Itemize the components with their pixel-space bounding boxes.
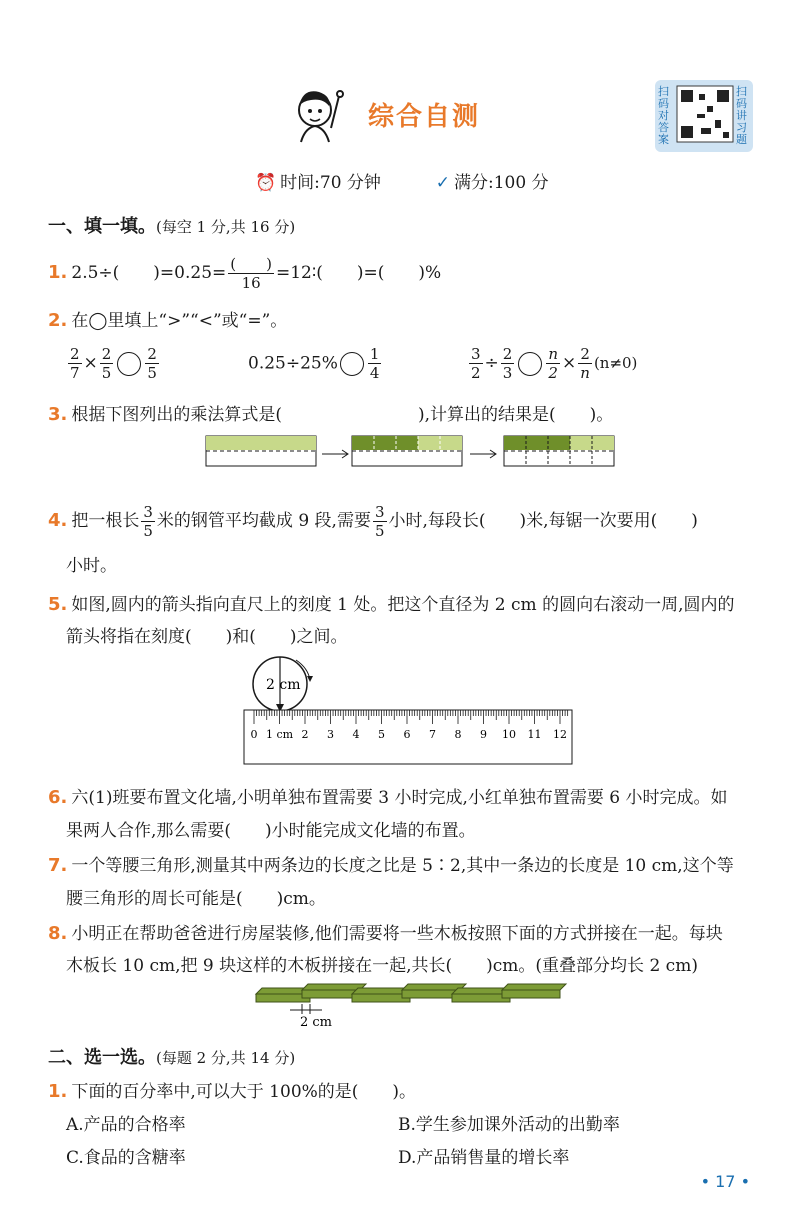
ruler-tick-label: 3 xyxy=(327,728,334,741)
ruler-tick-label: 8 xyxy=(454,728,462,741)
question-6-line-2: 果两人合作,那么需要( )小时能完成文化墙的布置。 xyxy=(66,821,476,841)
option-c[interactable]: C.食品的含糖率 xyxy=(66,1148,186,1168)
wood-boards-figure xyxy=(250,980,570,1030)
page-title: 综合自测 xyxy=(368,102,481,132)
clock-icon: ⏰ xyxy=(255,173,277,193)
question-7-line-2: 腰三角形的周长可能是( )cm。 xyxy=(66,889,326,909)
qr-left-caption: 扫码对答案 xyxy=(658,85,669,146)
choice-question-1: 1. 下面的百分率中,可以大于 100%的是( )。 xyxy=(48,1081,417,1102)
dot-icon: • xyxy=(700,1172,711,1191)
question-7-line-1: 7. 一个等腰三角形,测量其中两条边的长度之比是 5∶2,其中一条边的长度是 10 cm,这个等 xyxy=(48,855,734,876)
qr-code-panel xyxy=(655,80,753,152)
bar-3-fill xyxy=(504,436,570,450)
wood-board xyxy=(352,994,410,1002)
dot-icon: • xyxy=(740,1172,750,1191)
ruler-tick-label: 6 xyxy=(403,728,411,741)
ruler-tick-label: 10 xyxy=(502,728,516,741)
exam-meta xyxy=(255,168,553,193)
arrow-icon xyxy=(470,450,496,458)
option-d[interactable]: D.产品销售量的增长率 xyxy=(398,1148,570,1168)
ruler-tick-label: 12 xyxy=(553,728,567,741)
ruler-tick-label: 7 xyxy=(429,728,436,741)
bar-1-fill xyxy=(206,436,316,450)
question-2: 2. 在◯里填上“>”“<”或“=”。 xyxy=(48,310,288,331)
ruler-tick-label: 1 cm xyxy=(265,728,294,741)
ruler-tick-label: 4 xyxy=(352,728,360,741)
question-4: 4. 把一根长 $\frac{3}{5}$ 米的钢管平均截成 9 段,需要 $\frac{3}{5}$ 小时,每段长( )米,每锯一次要用( ) xyxy=(48,503,698,540)
option-b[interactable]: B.学生参加课外活动的出勤率 xyxy=(398,1115,620,1135)
ruler-tick-label: 5 xyxy=(378,728,385,741)
compare-expr-3: $\frac{3}{2}$ ÷ $\frac{2}{3}$ $\frac{n}{2}$ × $\frac{2}{n}$ (n≠0) xyxy=(471,345,638,382)
arrow-icon xyxy=(322,450,348,458)
ruler-circle-figure xyxy=(236,652,580,770)
wood-board xyxy=(502,990,560,998)
question-3: 3. 根据下图列出的乘法算式是( ),计算出的结果是( )。 xyxy=(48,404,614,425)
question-8-line-2: 木板长 10 cm,把 9 块这样的木板拼接在一起,共长( )cm。(重叠部分均长 2 cm) xyxy=(66,956,698,976)
answer-circle[interactable] xyxy=(518,352,542,376)
page-number: • 17 • xyxy=(700,1172,750,1191)
option-a[interactable]: A.产品的合格率 xyxy=(66,1115,186,1135)
question-8-line-1: 8. 小明正在帮助爸爸进行房屋装修,他们需要将一些木板按照下面的方式拼接在一起。每块 xyxy=(48,923,723,944)
ruler-tick-label: 2 xyxy=(301,728,309,741)
qr-right-caption: 扫码讲习题 xyxy=(736,85,747,146)
ruler-tick-label: 11 xyxy=(527,728,542,741)
bar-2-fill xyxy=(352,436,418,450)
compare-expr-1: $\frac{2}{7}$ × $\frac{2}{5}$ $\frac{2}{5}$ xyxy=(70,345,157,382)
section-2-heading: 二、选一选。(每题 2 分,共 14 分) xyxy=(48,1047,296,1068)
section-1-heading: 一、填一填。(每空 1 分,共 16 分) xyxy=(48,216,296,237)
time-label: 时间:70 分钟 xyxy=(280,173,381,193)
answer-circle[interactable] xyxy=(117,352,141,376)
score-label: 满分:100 分 xyxy=(454,173,549,193)
answer-circle[interactable] xyxy=(340,352,364,376)
question-1: 1. 2.5÷( )=0.25= $\frac{( )}{16}$ =12∶( )=( )% xyxy=(48,255,442,292)
ruler-tick-label: 0 xyxy=(250,728,258,741)
check-icon: ✓ xyxy=(435,173,450,193)
ruler-tick-label: 9 xyxy=(480,728,487,741)
question-5-line-1: 5. 如图,圆内的箭头指向直尺上的刻度 1 处。把这个直径为 2 cm 的圆向右滚动一周,圆内的 xyxy=(48,594,735,615)
circle-diameter-label: 2 cm xyxy=(266,677,301,693)
boy-mascot-icon xyxy=(285,82,355,144)
rotate-arrow-icon xyxy=(307,676,313,682)
compare-expr-2: 0.25÷25% $\frac{1}{4}$ xyxy=(248,345,380,382)
fraction-bars-figure xyxy=(200,432,620,472)
question-5-line-2: 箭头将指在刻度( )和( )之间。 xyxy=(66,627,348,647)
question-6-line-1: 6. 六(1)班要布置文化墙,小明单独布置需要 3 小时完成,小红单独布置需要 6 小时完成。如 xyxy=(48,787,728,808)
question-4-cont: 小时。 xyxy=(66,556,117,576)
overlap-label: 2 cm xyxy=(300,1015,333,1030)
wood-board xyxy=(452,994,510,1002)
